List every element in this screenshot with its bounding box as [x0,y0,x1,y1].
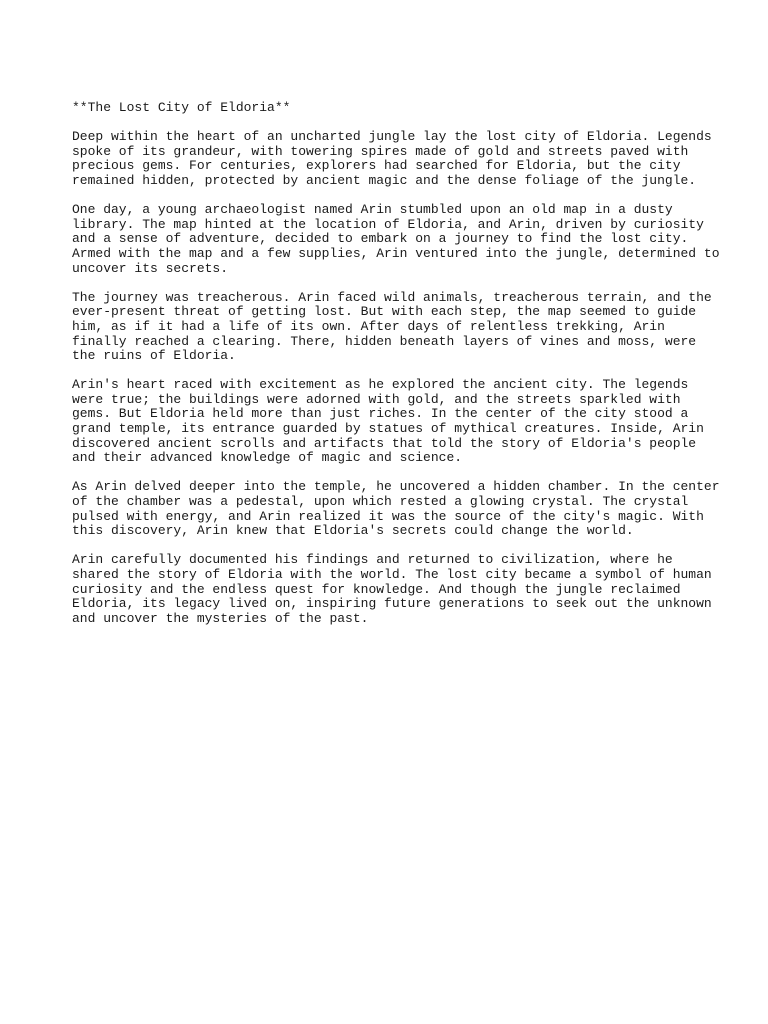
paragraph: One day, a young archaeologist named Arin stumbled upon an old map in a dusty library. The map hinted at the location of Eldoria, and Arin, driven by curiosity and a sense of adventure, decided to embark on a journey to find the lost city. Armed with the map and a few supplies, Arin ventured into the jungle, determined to uncover its secrets. [72,202,720,276]
document-title: **The Lost City of Eldoria** [72,100,291,115]
paragraph: As Arin delved deeper into the temple, he uncovered a hidden chamber. In the center of the chamber was a pedestal, upon which rested a glowing crystal. The crystal pulsed with energy, and Arin realized it was the source of the city's magic. With this discovery, Arin knew that Eldoria's secrets could change the world. [72,479,720,539]
paragraph: Arin's heart raced with excitement as he explored the ancient city. The legends were true; the buildings were adorned with gold, and the streets sparkled with gems. But Eldoria held more than just riches. In the center of the city stood a grand temple, its entrance guarded by statues of mythical creatures. Inside, Arin discovered ancient scrolls and artifacts that told the story of Eldoria's people and their advanced knowledge of magic and science. [72,377,704,466]
document-body [72,101,732,641]
paragraph: The journey was treacherous. Arin faced wild animals, treacherous terrain, and the ever-present threat of getting lost. But with each step, the map seemed to guide him, as if it had a life of its own. After days of relentless trekking, Arin finally reached a clearing. There, hidden beneath layers of vines and moss, were the ruins of Eldoria. [72,289,712,364]
paragraph: Arin carefully documented his findings and returned to civilization, where he shared the story of Eldoria with the world. The lost city became a symbol of human curiosity and the endless quest for knowledge. And though the jungle reclaimed Eldoria, its legacy lived on, inspiring future generations to seek out the unknown and uncover the mysteries of the past. [72,552,712,626]
paragraph: Deep within the heart of an uncharted jungle lay the lost city of Eldoria. Legends spoke of its grandeur, with towering spires made of gold and streets paved with precious gems. For centuries, explorers had searched for Eldoria, but the city remained hidden, protected by ancient magic and the dense foliage of the jungle. [72,129,712,188]
